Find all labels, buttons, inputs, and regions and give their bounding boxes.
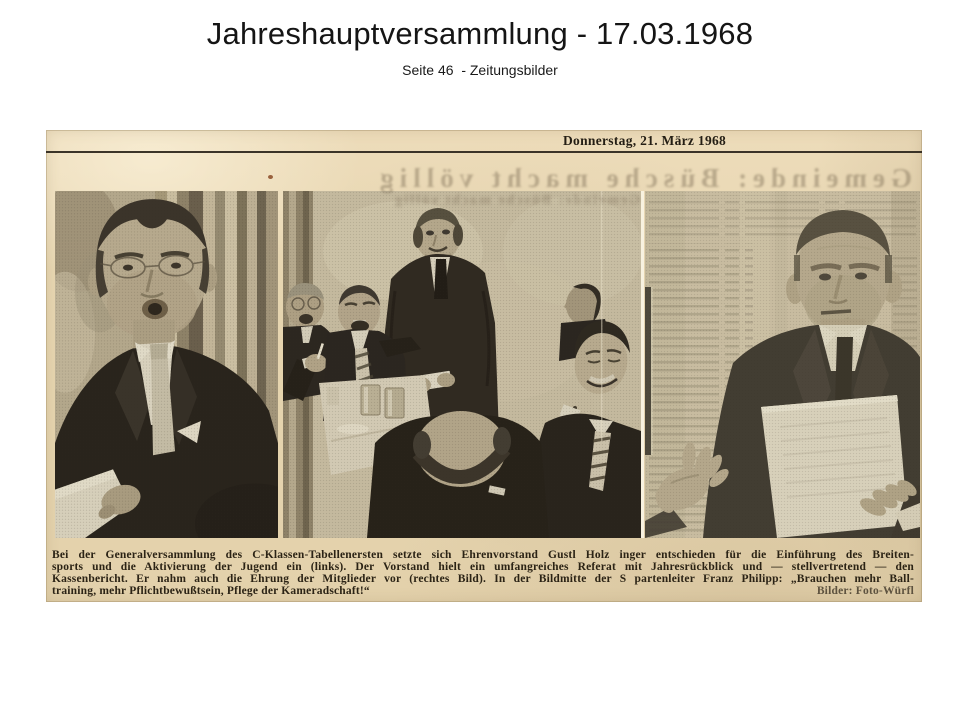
- header-rule: [46, 151, 922, 153]
- caption-line-3: Kassenbericht. Er nahm auch die Ehrung der Mitglieder vor (rechtes Bild). In der Bildmitte der S partenleiter Franz Philipp: „Brauchen mehr Ball-: [52, 572, 914, 585]
- paper-speck: [268, 175, 273, 179]
- caption-line-4: training, mehr Pflichtbewußtsein, Pflege der Kameradschaft!“: [52, 584, 370, 597]
- bleedthrough-headline: Gemeinde: Büsche macht völlig: [374, 163, 912, 193]
- photo-right-report: [645, 191, 920, 538]
- photo-left-speaker: [55, 191, 278, 538]
- newspaper-clipping: [46, 130, 922, 602]
- fold-scratch-line: [641, 191, 644, 538]
- page-title: Jahreshauptversammlung - 17.03.1968: [206, 16, 754, 51]
- page-subtitle: Seite 46 - Zeitungsbilder: [402, 62, 558, 78]
- caption-line-1: Bei der Generalversammlung des C-Klassen-Tabellenersten setzte sich Ehrenvorstand Gustl Holz inger entschieden für die Einführung des Breiten-: [52, 549, 914, 561]
- left-photo-illustration: [55, 191, 278, 538]
- photo-caption: [52, 550, 914, 598]
- newspaper-date-header: Donnerstag, 21. März 1968: [563, 133, 727, 148]
- photo-middle-group: [283, 191, 641, 538]
- right-photo-illustration: [645, 191, 920, 538]
- middle-photo-illustration: [283, 191, 641, 538]
- photo-credit: Bilder: Foto-Würfl: [816, 584, 914, 597]
- caption-line-2: sports und die Aktivierung der Jugend ein (links). Der Vorstand hielt ein umfangreiches Referat mit Jahresrückblick und — stellvertretend — den: [52, 560, 914, 573]
- bleedthrough-subline: Gemeinde: Büsche macht völlig: [393, 193, 640, 208]
